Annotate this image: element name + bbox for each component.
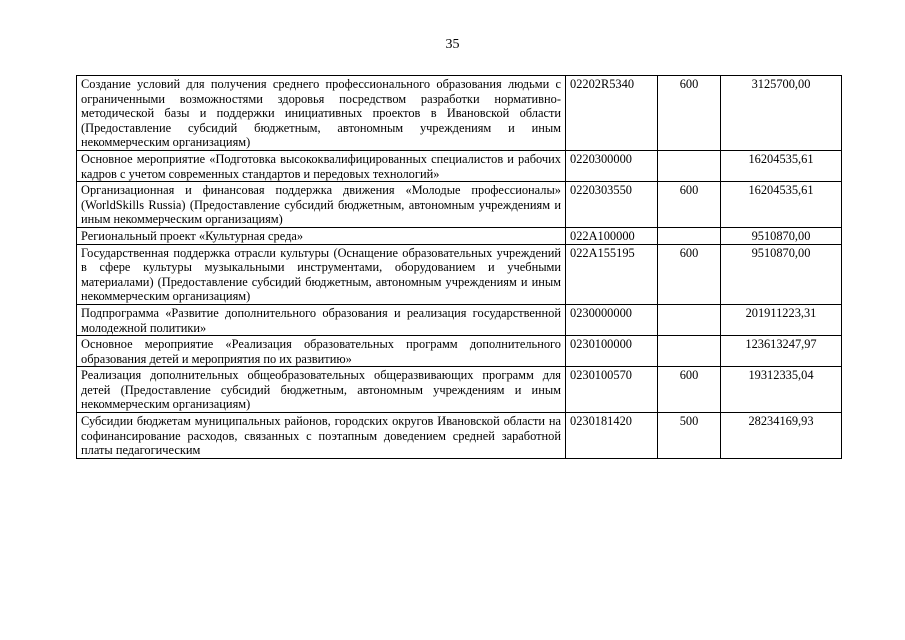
- row-type-cell: [658, 227, 721, 244]
- row-sum-cell: 19312335,04: [721, 367, 842, 413]
- row-name-cell: Региональный проект «Культурная среда»: [77, 227, 566, 244]
- row-type-cell: 500: [658, 413, 721, 459]
- page-number: 35: [445, 37, 460, 52]
- row-type-cell: [658, 150, 721, 181]
- table-row: [77, 413, 842, 459]
- row-name-cell: Основное мероприятие «Подготовка высококвалифицированных специалистов и рабочих кадров с учетом современных стандартов и передовых технологий»: [77, 150, 566, 181]
- row-code-cell: 0220303550: [566, 182, 658, 228]
- row-code-cell: 02202R5340: [566, 76, 658, 151]
- table-row: [77, 244, 842, 304]
- row-type-cell: 600: [658, 367, 721, 413]
- row-name-cell: Создание условий для получения среднего профессионального образования людьми с ограниченными возможностями здоровья посредством разработки нормативно-методической базы и поддержки инициативных проектов в Ивановской области (Предоставление субсидий бюджетным, автономным учреждениям и иным некоммерческим организациям): [77, 76, 566, 151]
- row-sum-cell: 201911223,31: [721, 304, 842, 335]
- row-name-cell: Подпрограмма «Развитие дополнительного образования и реализация государственной молодежной политики»: [77, 304, 566, 335]
- row-type-cell: [658, 304, 721, 335]
- row-name-cell: Реализация дополнительных общеобразовательных общеразвивающих программ для детей (Предоставление субсидий бюджетным, автономным учреждениям и иным некоммерческим организациям): [77, 367, 566, 413]
- budget-table: [76, 75, 842, 459]
- row-name-cell: Субсидии бюджетам муниципальных районов, городских округов Ивановской области на софинансирование расходов, связанных с поэтапным доведением средней заработной платы педагогическим: [77, 413, 566, 459]
- row-code-cell: 0230000000: [566, 304, 658, 335]
- table-row: [77, 304, 842, 335]
- table-row: [77, 150, 842, 181]
- row-sum-cell: 9510870,00: [721, 244, 842, 304]
- table-row: [77, 76, 842, 151]
- row-name-cell: Организационная и финансовая поддержка движения «Молодые профессионалы» (WorldSkills Russia) (Предоставление субсидий бюджетным, автономным учреждениям и иным некоммерческим организациям): [77, 182, 566, 228]
- row-sum-cell: 28234169,93: [721, 413, 842, 459]
- row-code-cell: 0230100000: [566, 336, 658, 367]
- row-code-cell: 022A100000: [566, 227, 658, 244]
- row-sum-cell: 123613247,97: [721, 336, 842, 367]
- row-name-cell: Государственная поддержка отрасли культуры (Оснащение образовательных учреждений в сфере культуры музыкальными инструментами, оборудованием и учебными материалами) (Предоставление субсидий бюджетным, автономным учреждениям и иным некоммерческим организациям): [77, 244, 566, 304]
- row-sum-cell: 16204535,61: [721, 150, 842, 181]
- table-row: [77, 367, 842, 413]
- row-sum-cell: 9510870,00: [721, 227, 842, 244]
- row-type-cell: 600: [658, 76, 721, 151]
- row-code-cell: 0220300000: [566, 150, 658, 181]
- row-type-cell: 600: [658, 244, 721, 304]
- row-name-cell: Основное мероприятие «Реализация образовательных программ дополнительного образования детей и мероприятия по их развитию»: [77, 336, 566, 367]
- row-type-cell: [658, 336, 721, 367]
- row-type-cell: 600: [658, 182, 721, 228]
- row-sum-cell: 16204535,61: [721, 182, 842, 228]
- row-code-cell: 022A155195: [566, 244, 658, 304]
- table-row: [77, 227, 842, 244]
- table-row: [77, 336, 842, 367]
- table-row: [77, 182, 842, 228]
- row-code-cell: 0230181420: [566, 413, 658, 459]
- row-code-cell: 0230100570: [566, 367, 658, 413]
- row-sum-cell: 3125700,00: [721, 76, 842, 151]
